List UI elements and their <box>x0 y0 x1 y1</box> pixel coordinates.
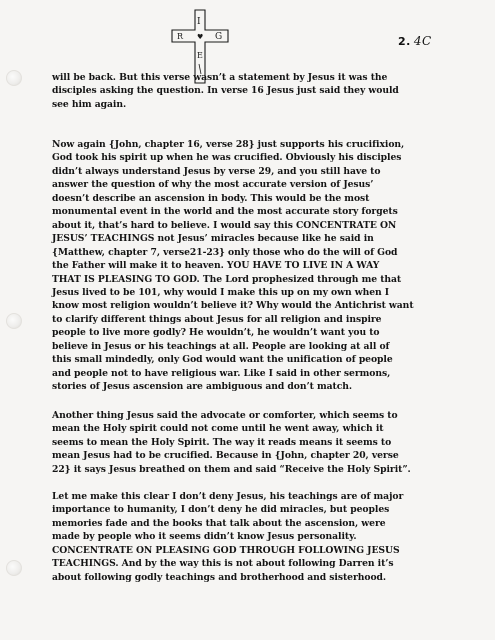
paragraph <box>52 138 472 394</box>
text-line: the Father will make it to heaven. YOU HAVE TO LIVE IN A WAY <box>52 260 380 272</box>
text-line: will be back. But this verse wasn’t a statement by Jesus it was the <box>52 72 388 83</box>
text-line: about following godly teachings and brotherhood and sisterhood. <box>52 571 387 583</box>
text-line: doesn’t describe an ascension in body. This would be the most <box>52 192 370 204</box>
punch-hole <box>6 313 22 329</box>
text-line: know most religion wouldn’t believe it? Why would the Antichrist want <box>52 300 414 312</box>
text-line: this small mindedly, only God would want the unification of people <box>52 354 393 366</box>
text-line: and people not to have religious war. Like I said in other sermons, <box>52 367 391 379</box>
text-line: {Matthew, chapter 7, verse21-23} only those who do the will of God <box>52 246 398 258</box>
text-line: believe in Jesus or his teachings at all. People are looking at all of <box>52 340 390 352</box>
text-line: about it, that’s hard to believe. I would say this CONCENTRATE ON <box>52 219 397 231</box>
cross-letter-right: G <box>215 32 223 42</box>
text-line: monumental event in the world and the most accurate story forgets <box>52 206 398 218</box>
punch-hole <box>6 70 22 86</box>
text-line: 22} it says Jesus breathed on them and said “Receive the Holy Spirit”. <box>52 463 411 475</box>
cross-letter-bottom: E <box>197 51 203 60</box>
paragraph <box>52 71 472 111</box>
text-line: memories fade and the books that talk about the ascension, were <box>52 517 386 529</box>
paragraph <box>52 409 472 476</box>
text-line: mean the Holy spirit could not come until he went away, which it <box>52 423 384 435</box>
page-number-handwritten: 4C <box>413 34 432 48</box>
text-line: to clarify different things about Jesus for all religion and inspire <box>52 313 382 325</box>
page-number <box>398 34 432 48</box>
page-number-printed: 2. <box>398 35 411 48</box>
text-line: didn’t always understand Jesus by verse 29, and you still have to <box>52 165 381 177</box>
text-line: people to live more godly? He wouldn’t, he wouldn’t want you to <box>52 327 380 339</box>
text-line: JESUS’ TEACHINGS not Jesus’ miracles because like he said in <box>52 233 374 245</box>
text-line: Jesus lived to be 101, why would I make this up on my own when I <box>52 286 390 298</box>
cross-letter-center: ♥ <box>197 33 204 41</box>
text-line: answer the question of why the most accurate version of Jesus’ <box>52 179 374 191</box>
cross-letter-left: R <box>177 32 184 41</box>
text-line: stories of Jesus ascension are ambiguous and don’t match. <box>52 381 353 393</box>
punch-hole <box>6 560 22 576</box>
text-line: Let me make this clear I don’t deny Jesus, his teachings are of major <box>52 491 404 502</box>
text-line: importance to humanity, I don’t deny he did miracles, but peoples <box>52 504 390 516</box>
text-line: Another thing Jesus said the advocate or comforter, which seems to <box>52 410 398 421</box>
text-line: made by people who it seems didn’t know Jesus personality. <box>52 531 357 543</box>
text-line: mean Jesus had to be crucified. Because in {John, chapter 20, verse <box>52 450 399 462</box>
text-line: Now again {John, chapter 16, verse 28} just supports his crucifixion, <box>52 139 405 150</box>
text-line: God took his spirit up when he was crucified. Obviously his disciples <box>52 152 402 164</box>
text-line: seems to mean the Holy Spirit. The way it reads means it seems to <box>52 436 392 448</box>
text-line: see him again. <box>52 98 127 110</box>
text-line: disciples asking the question. In verse 16 Jesus just said they would <box>52 85 399 97</box>
text-line: CONCENTRATE ON PLEASING GOD THROUGH FOLLOWING JESUS <box>52 544 400 556</box>
paragraph <box>52 490 472 584</box>
text-line: TEACHINGS. And by the way this is not about following Darren it’s <box>52 558 394 570</box>
text-line: THAT IS PLEASING TO GOD. The Lord prophesized through me that <box>52 273 402 285</box>
cross-letter-top: I <box>197 17 201 27</box>
